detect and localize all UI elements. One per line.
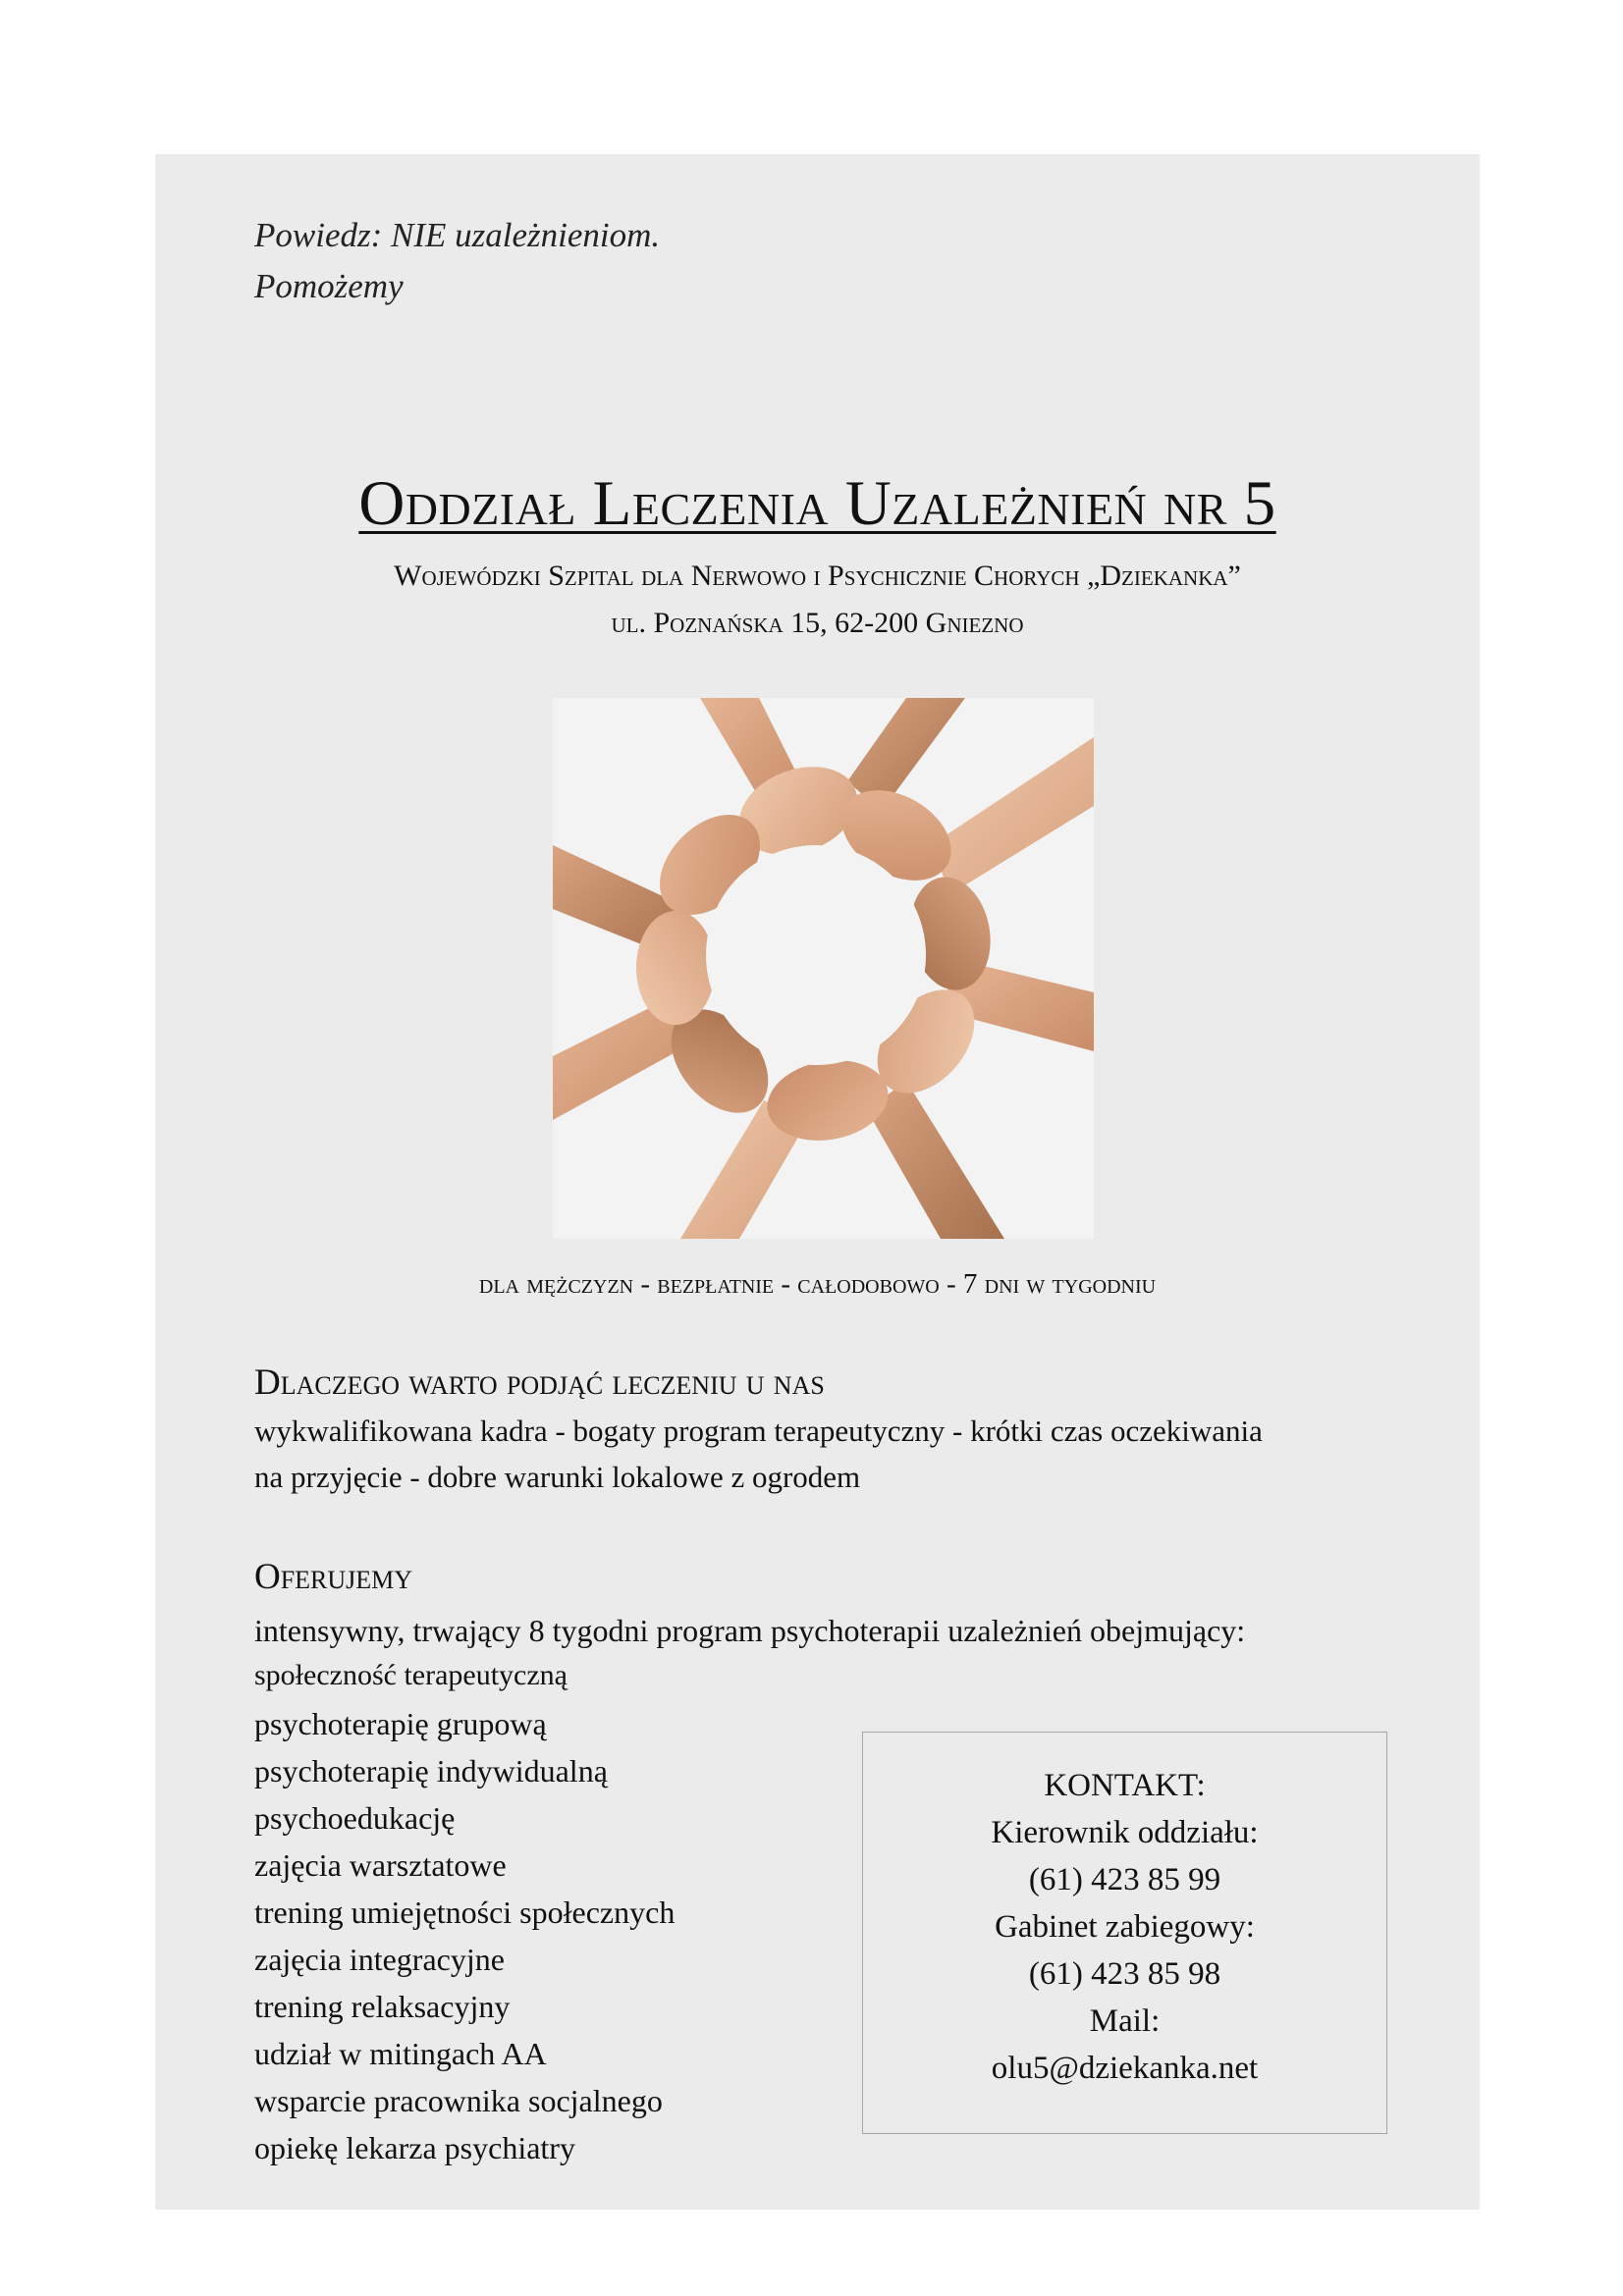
- linked-hands-illustration: [553, 698, 1094, 1239]
- hospital-address: ul. Poznańska 15, 62-200 Gniezno: [611, 607, 1024, 639]
- contact-head-phone[interactable]: (61) 423 85 99: [1028, 1862, 1221, 1897]
- offer-intro: intensywny, trwający 8 tygodni program psychoterapii uzależnień obejmujący:: [254, 1613, 1246, 1648]
- list-item: opiekę lekarza psychiatry: [254, 2130, 575, 2165]
- why-text-line-2: na przyjęcie - dobre warunki lokalowe z ogrodem: [254, 1460, 861, 1494]
- list-item: zajęcia integracyjne: [254, 1942, 505, 1977]
- list-item: psychoterapię grupową: [254, 1706, 547, 1741]
- availability-tags: dla mężczyzn - bezpłatnie - całodobowo - 7 dni w tygodniu: [478, 1268, 1157, 1300]
- hospital-name: Wojewódzki Szpital dla Nerwowo i Psychicznie Chorych „Dziekanka”: [394, 560, 1241, 592]
- list-item: psychoedukację: [254, 1800, 456, 1836]
- list-item: społeczność terapeutyczną: [254, 1659, 568, 1691]
- list-item: psychoterapię indywidualną: [254, 1753, 608, 1789]
- contact-office-phone[interactable]: (61) 423 85 98: [1028, 1956, 1221, 1992]
- contact-email-link[interactable]: olu5@dziekanka.net: [991, 2051, 1259, 2086]
- why-text-line-1: wykwalifikowana kadra - bogaty program terapeutyczny - krótki czas oczekiwania: [254, 1414, 1263, 1448]
- tagline-line-2: Pomożemy: [254, 267, 404, 305]
- contact-mail-label: Mail:: [1089, 2003, 1161, 2039]
- linked-hands-circle-image: [553, 698, 1094, 1239]
- list-item: udział w mitingach AA: [254, 2036, 547, 2071]
- contact-box: [862, 1732, 1387, 2134]
- contact-office-label: Gabinet zabiegowy:: [995, 1909, 1255, 1945]
- why-heading: Dlaczego warto podjąć leczeniu u nas: [254, 1362, 825, 1403]
- contact-heading: KONTAKT:: [1044, 1768, 1206, 1803]
- list-item: zajęcia warsztatowe: [254, 1847, 507, 1883]
- tagline-line-1: Powiedz: NIE uzależnieniom.: [254, 216, 661, 254]
- offer-heading: Oferujemy: [254, 1557, 413, 1597]
- list-item: wsparcie pracownika socjalnego: [254, 2083, 663, 2118]
- list-item: trening relaksacyjny: [254, 1989, 511, 2024]
- contact-head-label: Kierownik oddziału:: [991, 1815, 1259, 1850]
- list-item: trening umiejętności społecznych: [254, 1895, 676, 1930]
- page-title: Oddział Leczenia Uzależnień nr 5: [358, 468, 1276, 539]
